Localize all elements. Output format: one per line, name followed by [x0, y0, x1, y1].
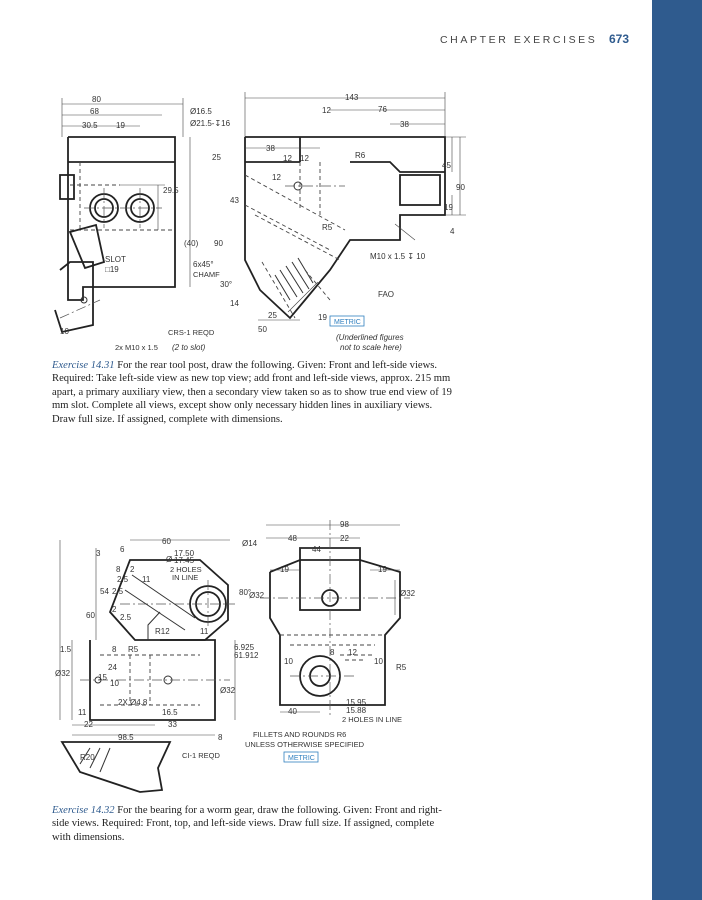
dim2-17-50: 17.50: [174, 549, 195, 558]
dim2-60: 60: [162, 537, 171, 546]
dim-12b: 12: [300, 154, 309, 163]
dim2-inline: IN LINE: [172, 573, 199, 582]
caption2-label: Exercise 14.32: [52, 805, 115, 816]
caption1-text: For the rear tool post, draw the following. Given: Front and left-side views. Required: Take left-side view as new top view; add front and left-side views, approx. 215 mm apart, a primary auxiliary view, then a secondary view taken so as to show true end view of 19 mm slot. Complete all views, except show only necessary hidden lines in auxiliary views. Draw full size. If assigned, complete with dimensions.: [52, 360, 452, 425]
caption-exercise-14-31: [52, 359, 452, 426]
dim2-61-912: 61.912: [234, 651, 259, 660]
metric-label-2: METRIC: [288, 755, 315, 762]
dim2-54: 54: [100, 587, 109, 596]
dim2-8b: 8: [112, 645, 117, 654]
page-number: 673: [609, 32, 630, 46]
dim2-8: 8: [116, 565, 121, 574]
dim2-22: 22: [340, 534, 349, 543]
dim2-48: 48: [288, 534, 297, 543]
dim2-2-5b: 2.5: [112, 587, 124, 596]
dim2-8c: 8: [330, 648, 335, 657]
dim-25b: 25: [268, 311, 277, 320]
dim2-10b: 10: [374, 657, 383, 666]
dim2-2b: 2: [112, 605, 117, 614]
dim-43: 43: [230, 196, 239, 205]
figure-worm-gear-bearing: [60, 520, 410, 792]
dim2-2-5c: 2.5: [120, 613, 132, 622]
dim-90: 90: [456, 183, 465, 192]
dim-30-5: 30.5: [82, 121, 98, 130]
dim2-33: 33: [168, 720, 177, 729]
dim2-24: 24: [108, 663, 117, 672]
dim-143: 143: [345, 93, 359, 102]
caption-exercise-14-32: [52, 804, 452, 844]
dim2-1-5: 1.5: [60, 645, 72, 654]
dim-12c: 12: [272, 173, 281, 182]
dim-dia-21-5: Ø21.5-↧16: [190, 119, 231, 128]
dim2-60b: 60: [86, 611, 95, 620]
dim2-r20: R20: [80, 753, 95, 762]
dim2-15-88: 15.88: [346, 706, 367, 715]
dim2-dia14: Ø14: [242, 539, 258, 548]
dim2-dia: Ø: [166, 555, 173, 564]
dim2-2holes: 2 HOLES: [170, 565, 202, 574]
dim-12a: 12: [283, 154, 292, 163]
underlined-note-2: not to scale here): [340, 343, 402, 352]
dim-r6: R6: [355, 151, 366, 160]
dim2-19a: 19: [280, 565, 289, 574]
metric-label-1: METRIC: [334, 319, 361, 326]
dim2-44: 44: [312, 545, 321, 554]
dim-40: (40): [184, 239, 199, 248]
dim-38b: 38: [266, 144, 275, 153]
dim-14: 14: [230, 299, 239, 308]
dim-12: 12: [322, 106, 331, 115]
dim2-2x-dia: 2X Ø4.8: [118, 698, 148, 707]
dim-50: 50: [258, 325, 267, 334]
reqd-note: CRS-1 REQD: [168, 328, 215, 337]
dim-m10-thread: M10 x 1.5 ↧ 10: [370, 252, 426, 261]
dim-10: 10: [60, 327, 69, 336]
dim2-2holes-inline: 2 HOLES IN LINE: [342, 715, 403, 724]
slot-size: □19: [105, 265, 119, 274]
dim-76: 76: [378, 105, 387, 114]
figure-rear-tool-post: [55, 92, 466, 332]
dim2-3: 3: [96, 549, 101, 558]
running-head: CHAPTER EXERCISES: [440, 34, 598, 46]
dim2-r5b: R5: [396, 663, 407, 672]
fillets-note: FILLETS AND ROUNDS R6: [253, 730, 347, 739]
dim2-2-5a: 2.5: [117, 575, 129, 584]
dim2-6-925: 6.925: [234, 643, 255, 652]
dim-29-5: 29.5: [163, 186, 179, 195]
dim-90b: 90: [214, 239, 223, 248]
dim2-11: 11: [142, 575, 151, 584]
dim2-dia32a: Ø32: [249, 591, 265, 600]
slot-label: SLOT: [105, 255, 126, 264]
dim-4: 4: [450, 227, 455, 236]
dim-80: 80: [92, 95, 101, 104]
dim-19: 19: [116, 121, 125, 130]
dim2-12: 12: [348, 648, 357, 657]
dim2-16-5: 16.5: [162, 708, 178, 717]
caption2-text: For the bearing for a worm gear, draw the following. Given: Front and right-side views. Required: Front, top, and left-side views. Draw full size. If assigned, complete with dimensions.: [52, 805, 442, 843]
dim-25: 25: [212, 153, 221, 162]
underlined-note-1: (Underlined figures: [336, 333, 404, 342]
dim2-8d: 8: [218, 733, 223, 742]
dim-68: 68: [90, 107, 99, 116]
dim2-10c: 10: [110, 679, 119, 688]
dim-dia-16-5: Ø16.5: [190, 107, 212, 116]
chamfer-label: CHAMF: [193, 270, 220, 279]
dim-45: 45: [442, 161, 451, 170]
dim-30deg: 30°: [220, 280, 233, 289]
reqd2-note: CI-1 REQD: [182, 751, 220, 760]
dim-38a: 38: [400, 120, 409, 129]
dim2-11c: 11: [78, 708, 87, 717]
dim2-98-5: 98.5: [118, 733, 134, 742]
dim2-2: 2: [130, 565, 135, 574]
dim2-r12: R12: [155, 627, 170, 636]
screws-note-paren: (2 to slot): [172, 343, 206, 352]
dim2-40: 40: [288, 707, 297, 716]
screws-note: 2x M10 x 1.5: [115, 343, 158, 352]
dim2-19b: 19: [378, 565, 387, 574]
dim2-22b: 22: [84, 720, 93, 729]
dim2-80deg: 80°: [239, 588, 252, 597]
dim-r5: R5: [322, 223, 333, 232]
unless-note: UNLESS OTHERWISE SPECIFIED: [245, 740, 365, 749]
dim-19c: 19: [318, 313, 327, 322]
fao-label: FAO: [378, 290, 395, 299]
dim-chamfer: 6x45°: [193, 260, 214, 269]
dim2-15: 15: [98, 673, 107, 682]
dim-19b: 19: [444, 203, 453, 212]
dim2-17-45: 17.45: [174, 556, 195, 565]
dim2-dia32c: Ø32: [55, 669, 71, 678]
caption1-label: Exercise 14.31: [52, 360, 115, 371]
dim2-dia32b: Ø32: [400, 589, 416, 598]
dim2-r5a: R5: [128, 645, 139, 654]
dim2-dia32d: Ø32: [220, 686, 236, 695]
dim2-15-95: 15.95: [346, 698, 367, 707]
dim2-11b: 11: [200, 627, 209, 636]
dim2-10a: 10: [284, 657, 293, 666]
dim2-6: 6: [120, 545, 125, 554]
dim2-98: 98: [340, 520, 349, 529]
